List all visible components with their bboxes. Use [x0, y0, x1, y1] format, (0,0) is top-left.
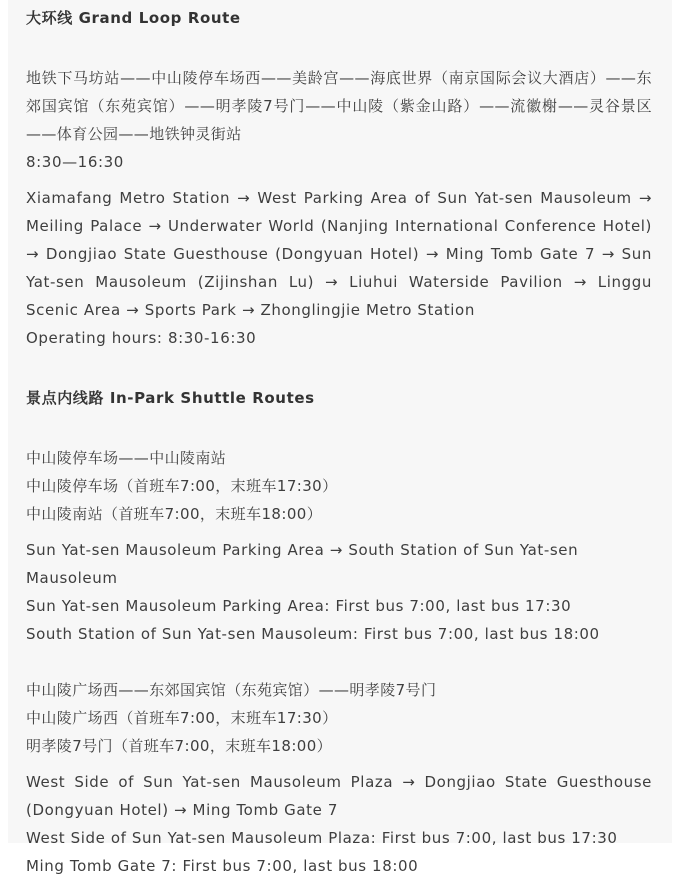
route2-cn-route: 中山陵广场西——东郊国宾馆（东苑宾馆）——明孝陵7号门 — [26, 681, 437, 699]
route1-cn-route: 中山陵停车场——中山陵南站 — [26, 449, 227, 467]
in-park-title: 景点内线路 In-Park Shuttle Routes — [26, 389, 315, 407]
spacer — [26, 760, 652, 768]
route2-en-route: West Side of Sun Yat-sen Mausoleum Plaza → Dongjiao State Guesthouse (Dongyuan Hotel) → Ming Tomb Gate 7 — [26, 773, 652, 819]
route1-cn-schedule-1: 中山陵停车场（首班车7:00，末班车17:30） — [26, 477, 338, 495]
route2-en-schedule-2: Ming Tomb Gate 7: First bus 7:00, last bus 18:00 — [26, 857, 419, 875]
spacer — [26, 648, 652, 676]
route1-cn-schedule-2: 中山陵南站（首班车7:00，末班车18:00） — [26, 505, 323, 523]
route1-en-schedule-2: South Station of Sun Yat-sen Mausoleum: First bus 7:00, last bus 18:00 — [26, 625, 600, 643]
grand-loop-cn-route: 地铁下马坊站——中山陵停车场西——美龄宫——海底世界（南京国际会议大酒店）——东郊国宾馆（东苑宾馆）——明孝陵7号门——中山陵（紫金山路）——流徽榭——灵谷景区——体育公园——地铁钟灵街站 — [26, 69, 652, 143]
article-content — [26, 0, 652, 880]
route2-cn-schedule-2: 明孝陵7号门（首班车7:00，末班车18:00） — [26, 737, 333, 755]
spacer — [26, 36, 652, 64]
spacer — [26, 528, 652, 536]
grand-loop-title: 大环线 Grand Loop Route — [26, 9, 241, 27]
spacer — [26, 352, 652, 380]
route1-en-schedule-1: Sun Yat-sen Mausoleum Parking Area: First bus 7:00, last bus 17:30 — [26, 597, 572, 615]
route1-en-route: Sun Yat-sen Mausoleum Parking Area → South Station of Sun Yat-sen Mausoleum — [26, 541, 579, 587]
grand-loop-en-hours: Operating hours: 8:30-16:30 — [26, 329, 257, 347]
route2-en-schedule-1: West Side of Sun Yat-sen Mausoleum Plaza: First bus 7:00, last bus 17:30 — [26, 829, 618, 847]
grand-loop-cn-hours: 8:30—16:30 — [26, 153, 124, 171]
spacer — [26, 416, 652, 444]
grand-loop-en-route: Xiamafang Metro Station → West Parking Area of Sun Yat-sen Mausoleum → Meiling Palace → Underwater World (Nanjing International Conference Hotel) → Dongjiao State Guesthouse (Dongyuan Hotel) → Ming Tomb Gate 7 → Sun Yat-sen Mausoleum (Zijinshan Lu) → Liuhui Waterside Pavilion → Linggu Scenic Area → Sports Park → Zhonglingjie Metro Station — [26, 189, 652, 319]
route2-cn-schedule-1: 中山陵广场西（首班车7:00，末班车17:30） — [26, 709, 338, 727]
spacer — [26, 176, 652, 184]
